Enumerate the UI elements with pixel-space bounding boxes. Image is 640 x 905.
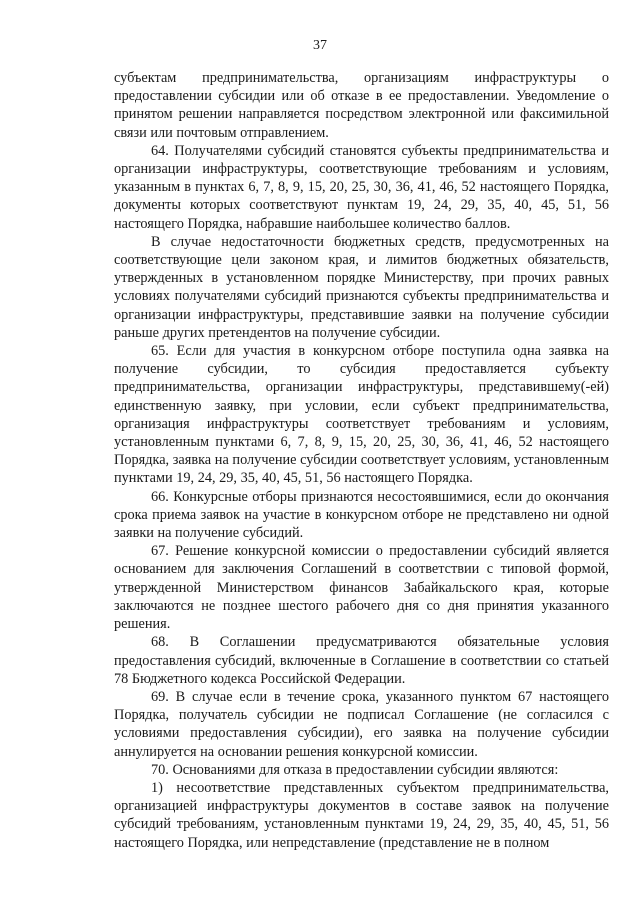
paragraph-68: 68. В Соглашении предусматриваются обязательные условия предоставления субсидий, включенные в Соглашение в соответствии со статьей 78 Бюджетного кодекса Российской Федерации. [114,634,609,687]
paragraph-64: 64. Получателями субсидий становятся субъекты предпринимательства и организации инфраструктуры, соответствующие требованиям и условиям, указанным в пунктах 6, 7, 8, 9, 15, 20, 25, 30, 36, 41, 46, 52 настоящего Порядка, документы которых соответствуют пунктам 19, 24, 29, 35, 40, 45, 51, 56 настоящего Порядка, набравшие наибольшее количество баллов. [114,142,609,232]
paragraph-66: 66. Конкурсные отборы признаются несостоявшимися, если до окончания срока приема заявок на участие в конкурсном отборе не представлено ни одной заявки на получение субсидий. [114,488,609,542]
paragraph-insufficient-funds: В случае недостаточности бюджетных средств, предусмотренных на соответствующие цели законом края, и лимитов бюджетных обязательств, утвержденных в установленном порядке Министерству, при прочих равных условиях получателями субсидий признаются субъекты предпринимательства и организации инфраструктуры, представившие заявки на получение субсидии раньше других претендентов на получение субсидии. [114,233,609,341]
document-body [114,69,609,852]
paragraph-67: 67. Решение конкурсной комиссии о предоставлении субсидий является основанием для заключения Соглашений в соответствии с типовой формой, утвержденной Министерством финансов Забайкальского края, которые заключаются не позднее шестого рабочего дня со дня принятия указанного решения. [114,543,609,633]
paragraph-65: 65. Если для участия в конкурсном отборе поступила одна заявка на получение субсидии, то субсидия предоставляется субъекту предпринимательства, организации инфраструктуры, представившему(-ей) единственную заявку, при условии, если субъект предпринимательства, организация инфраструктуры соответствует требованиям и условиям, установленным пунктами 6, 7, 8, 9, 15, 20, 25, 30, 36, 41, 46, 52 настоящего Порядка, заявка на получение субсидии соответствует условиям, установленным пунктами 19, 24, 29, 35, 40, 45, 51, 56 настоящего Порядка. [114,343,609,487]
paragraph-70-item-1: 1) несоответствие представленных субъектом предпринимательства, организацией инфраструктуры документов в составе заявок на получение субсидий требованиям, установленным пунктами 19, 24, 29, 35, 40, 45, 51, 56 настоящего Порядка, или непредставление (представление не в полном [114,779,609,851]
paragraph-continuation: субъектам предпринимательства, организациям инфраструктуры о предоставлении субсидии или об отказе в ее предоставлении. Уведомление о принятом решении направляется посредством электронной или факсимильной связи или почтовым отправлением. [114,70,609,141]
paragraph-70: 70. Основаниями для отказа в предоставлении субсидии являются: [151,761,559,778]
paragraph-69: 69. В случае если в течение срока, указанного пунктом 67 настоящего Порядка, получатель субсидии не подписал Соглашение (не согласился с условиями предоставления субсидии), его заявка на получение субсидии аннулируется на основании решения конкурсной комиссии. [114,688,609,760]
page-number: 37 [313,38,327,53]
